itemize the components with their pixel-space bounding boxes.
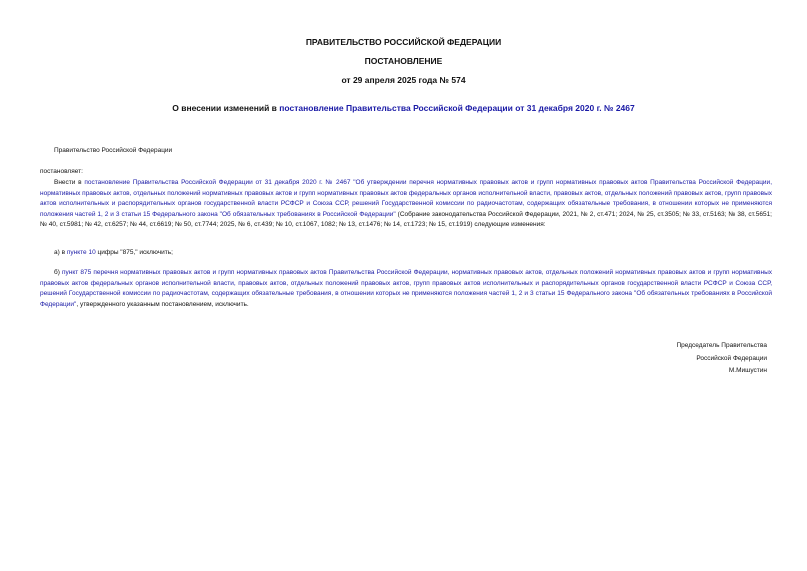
issuer: Правительство Российской Федерации bbox=[54, 147, 173, 154]
date-number: от 29 апреля 2025 года № 574 bbox=[341, 75, 466, 85]
a-start: а) в bbox=[54, 249, 67, 256]
title-prefix: О внесении изменений в bbox=[172, 103, 280, 113]
a-end: цифры "875," исключить; bbox=[95, 249, 173, 256]
decree-word: постановляет: bbox=[40, 168, 83, 175]
signature-organization: Российской Федерации bbox=[696, 354, 767, 362]
b-start: б) bbox=[54, 269, 63, 276]
a-link[interactable]: пункте 10 bbox=[66, 249, 96, 256]
government-heading: ПРАВИТЕЛЬСТВО РОССИЙСКОЙ ФЕДЕРАЦИИ bbox=[305, 37, 502, 47]
item-a bbox=[40, 248, 772, 259]
signature-position: Председатель Правительства bbox=[676, 342, 767, 349]
document-title bbox=[0, 103, 807, 113]
paragraph-main bbox=[40, 178, 772, 231]
b-end: , утвержденного указанным постановлением, исключить. bbox=[76, 300, 249, 308]
p1-link[interactable]: постановление Правительства Российской Федерации от 31 декабря 2020 г. № 2467 "Об утверждении перечня нормативных правовых актов и групп нормативных правовых актов Правительства Российской Федерации, нормативных правовых актов, отдельных положений нормативных правовых актов и групп нормативных правовых актов федеральных органов исполнительной власти, правовых актов, отдельных положений правовых актов, групп правовых актов исполнительных и распорядительных органов государственной власти РСФСР и Союза ССР, решений Государственной комиссии по радиочастотам, содержащих обязательные требования, в отношении которых не применяются положения частей 1, 2 и 3 статьи 15 Федерального закона "Об обязательных требованиях в Российской Федерации" bbox=[40, 179, 772, 218]
b-link[interactable]: пункт 875 перечня нормативных правовых актов и групп нормативных правовых актов Правительства Российской Федерации, нормативных правовых актов, отдельных положений нормативных правовых актов и групп нормативных правовых актов федеральных органов исполнительной власти, правовых актов, отдельных положений правовых актов, групп правовых актов исполнительных и распорядительных органов государственной власти РСФСР и Союза ССР, решений Государственной комиссии по радиочастотам, содержащих обязательные требования, в отношении которых не применяются положения частей 1, 2 и 3 статьи 15 Федерального закона "Об обязательных требованиях в Российской Федерации" bbox=[40, 269, 772, 308]
doc-type-heading: ПОСТАНОВЛЕНИЕ bbox=[364, 56, 443, 66]
p1-end: (Собрание законодательства Российской Федерации, 2021, № 2, ст.471; 2024, № 25, ст.3505; № 33, ст.5163; № 38, ст.5651; № 40, ст.5981; № 42, ст.6257; № 44, ст.6619; № 50, ст.7744; 2025, № 6, ст.439; № 10, ст.1067, 1082; № 13, ст.1476; № 14, ст.1723; № 15, ст.1919) следующие изменения: bbox=[40, 210, 772, 228]
signature-name: М.Мишустин bbox=[728, 367, 767, 374]
title-link[interactable]: постановление Правительства Российской Федерации от 31 декабря 2020 г. № 2467 bbox=[279, 103, 635, 113]
signature-block bbox=[676, 340, 767, 378]
p1-start: Внести в bbox=[54, 179, 85, 186]
item-b bbox=[40, 268, 772, 310]
